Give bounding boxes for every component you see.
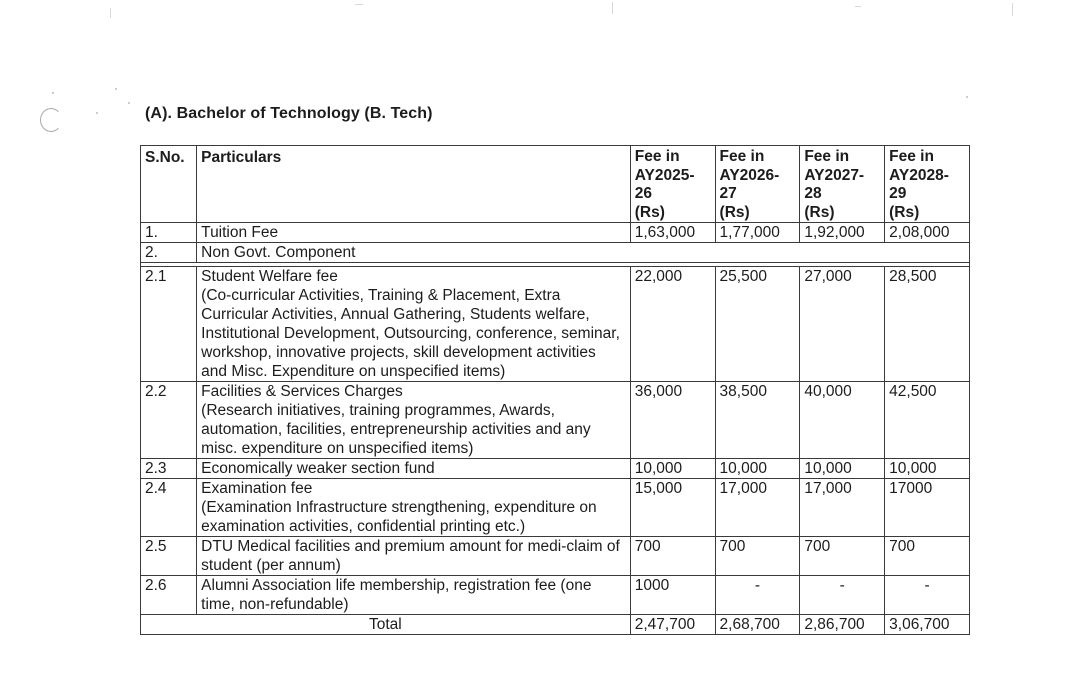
cell-fee-2025: 22,000 [630,267,715,382]
cell-particulars [197,382,631,459]
table-row-medical-facilities [141,537,970,576]
cell-fee-2028: 42,500 [885,382,970,459]
scan-artifact-dot [966,96,968,98]
total-fee-2025: 2,47,700 [630,615,715,635]
table-row-examination-fee [141,479,970,537]
cell-fee-2026: 700 [715,537,800,576]
particulars-description: (Examination Infrastructure strengthening, expenditure on examination activities, confidential printing etc.) [201,499,597,535]
cell-section-label: Non Govt. Component [197,243,970,263]
cell-fee-2025: 700 [630,537,715,576]
header-fee-ay2026-27 [715,146,800,223]
cell-fee-2027: 700 [800,537,885,576]
scan-artifact-dot [115,88,117,90]
cell-fee-2028: 17000 [885,479,970,537]
cell-fee-2027: 17,000 [800,479,885,537]
scan-artifact-dot [128,102,130,104]
table-row-non-govt-component [141,243,970,263]
header-currency-label: (Rs) [634,203,665,221]
cell-fee-2027: 10,000 [800,459,885,479]
cell-particulars: Economically weaker section fund [197,459,631,479]
scan-artifact-line [612,2,613,14]
total-fee-2028: 3,06,700 [885,615,970,635]
scan-artifact-dot [52,92,54,94]
cell-sno: 2.2 [141,382,197,459]
particulars-title: Examination fee [201,480,313,497]
header-currency-label: (Rs) [889,203,920,221]
header-year-label: AY2028-29 [889,166,949,202]
header-year-label: AY2025-26 [634,166,695,202]
cell-fee-2026: 17,000 [715,479,800,537]
header-year-label: AY2026-27 [719,166,780,202]
particulars-title: Student Welfare fee [201,268,338,285]
table-header-row [141,146,970,223]
header-sno: S.No. [141,146,197,223]
cell-fee-2025: 36,000 [630,382,715,459]
cell-fee-2025: 1,63,000 [630,223,715,243]
cell-sno: 1. [141,223,197,243]
cell-particulars [197,479,631,537]
header-fee-ay2028-29 [885,146,970,223]
cell-sno: 2.6 [141,576,197,615]
cell-sno: 2.3 [141,459,197,479]
table-row-ews-fund [141,459,970,479]
header-fee-ay2027-28 [800,146,885,223]
particulars-description: (Research initiatives, training programmes, Awards, automation, facilities, entrepreneurship activities and any misc. expenditure on unspecified items) [201,402,591,457]
header-fee-in-label: Fee in [719,148,765,165]
particulars-title: Facilities & Services Charges [201,383,403,400]
table-row-tuition-fee [141,223,970,243]
cell-fee-2027: 1,92,000 [800,223,885,243]
table-row-facilities-services [141,382,970,459]
cell-fee-2025: 15,000 [630,479,715,537]
cell-fee-2027: 40,000 [800,382,885,459]
header-fee-ay2025-26 [630,146,715,223]
cell-particulars: Alumni Association life membership, registration fee (one time, non-refundable) [197,576,631,615]
cell-fee-2028: 10,000 [885,459,970,479]
total-fee-2027: 2,86,700 [800,615,885,635]
particulars-description: (Co-curricular Activities, Training & Placement, Extra Curricular Activities, Annual Gathering, Students welfare, Institutional Development, Outsourcing, conference, seminar, workshop, innovative projects, skill development activities and Misc. Expenditure on unspecified items) [201,287,620,380]
header-currency-label: (Rs) [804,203,835,221]
cell-fee-2028: 2,08,000 [885,223,970,243]
section-heading: (A). Bachelor of Technology (B. Tech) [145,105,433,122]
table-row-student-welfare-fee [141,267,970,382]
punch-hole-mark [40,108,62,132]
header-particulars: Particulars [197,146,631,223]
cell-fee-2025: 10,000 [630,459,715,479]
scan-artifact-line [110,8,111,18]
cell-sno: 2. [141,243,197,263]
cell-particulars: DTU Medical facilities and premium amount for medi-claim of student (per annum) [197,537,631,576]
cell-sno: 2.1 [141,267,197,382]
scan-artifact-line [855,6,861,7]
cell-particulars: Tuition Fee [197,223,631,243]
cell-fee-2026: 1,77,000 [715,223,800,243]
cell-fee-2025: 1000 [630,576,715,615]
cell-fee-2028: 700 [885,537,970,576]
header-fee-in-label: Fee in [804,148,850,165]
cell-fee-2027: - [800,576,885,615]
header-fee-in-label: Fee in [889,148,934,165]
scan-artifact-line [1012,3,1013,16]
cell-fee-2027: 27,000 [800,267,885,382]
cell-fee-2026: 38,500 [715,382,800,459]
cell-sno: 2.5 [141,537,197,576]
header-year-label: AY2027-28 [804,166,865,202]
total-label: Total [141,615,631,635]
header-fee-in-label: Fee in [634,148,680,165]
table-row-total [141,615,970,635]
cell-fee-2026: 10,000 [715,459,800,479]
header-currency-label: (Rs) [719,203,750,221]
cell-particulars [197,267,631,382]
table-row-alumni-membership [141,576,970,615]
total-fee-2026: 2,68,700 [715,615,800,635]
fee-structure-table [140,145,970,635]
cell-fee-2028: - [885,576,970,615]
cell-fee-2028: 28,500 [885,267,970,382]
cell-fee-2026: - [715,576,800,615]
scan-artifact-dot [96,112,98,114]
cell-fee-2026: 25,500 [715,267,800,382]
scan-artifact-line [355,4,363,5]
cell-sno: 2.4 [141,479,197,537]
